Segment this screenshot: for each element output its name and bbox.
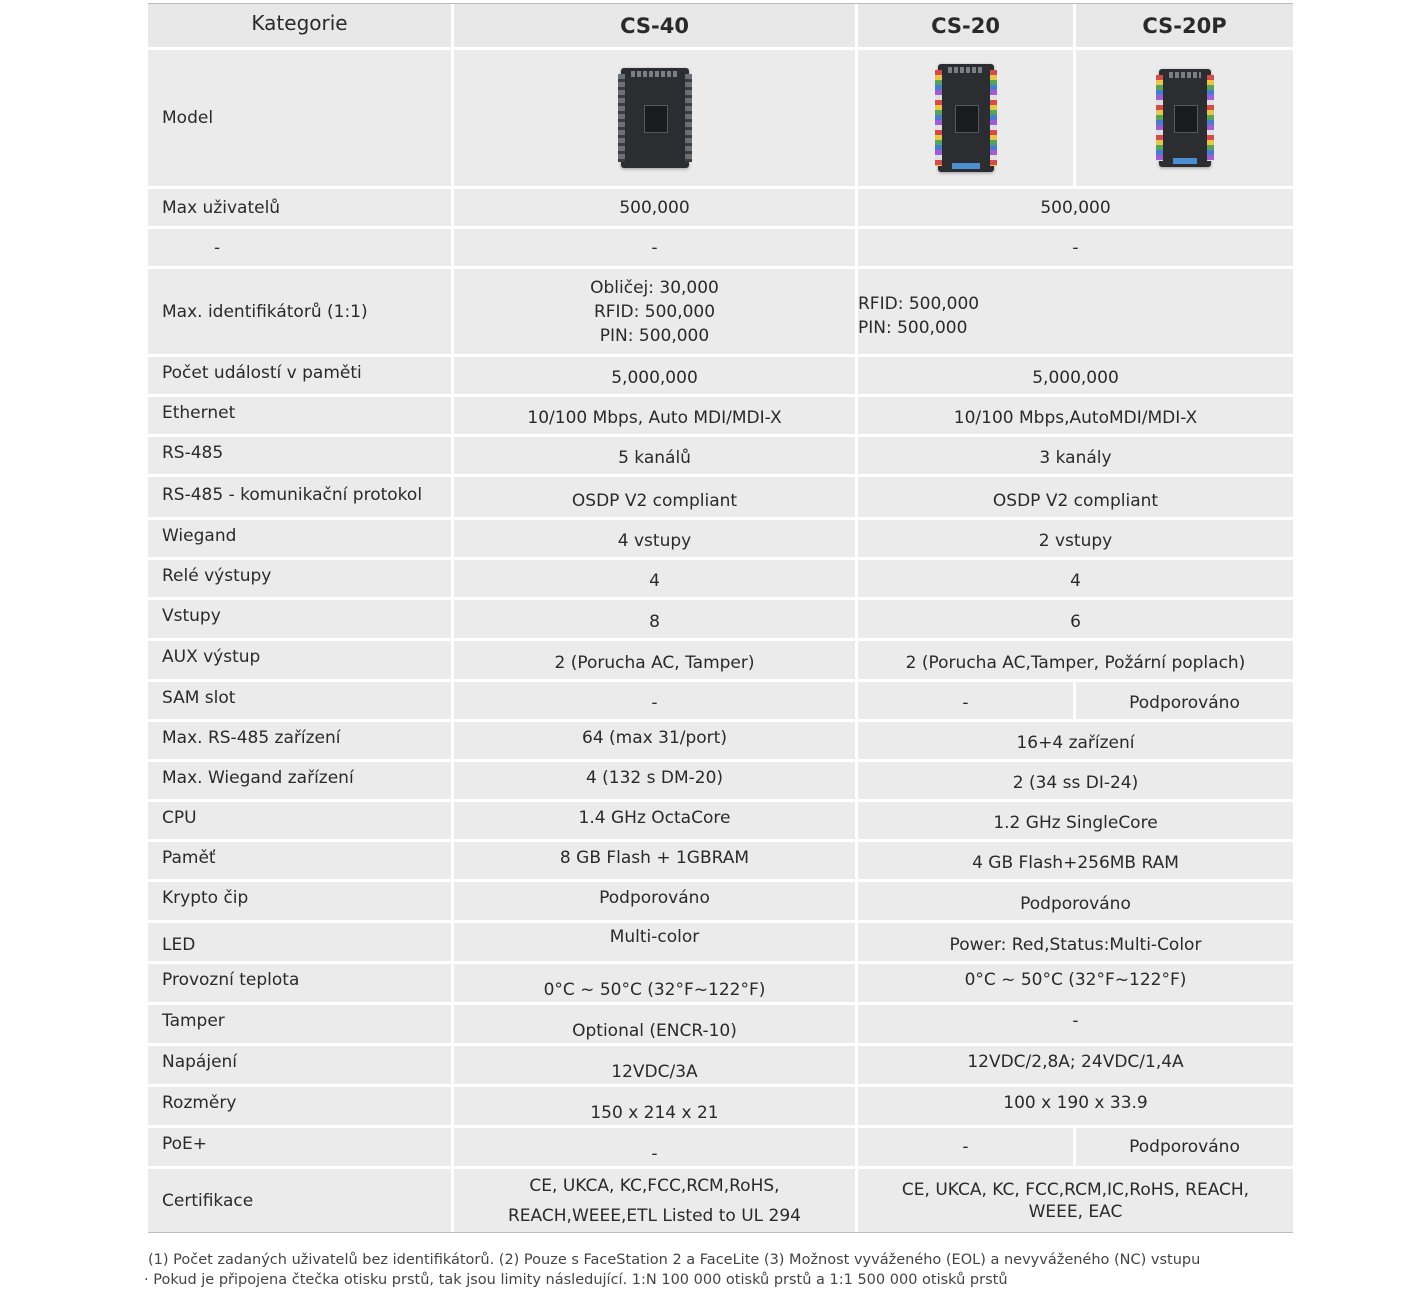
table-row: [148, 682, 1293, 722]
cs40-value: -: [651, 693, 658, 713]
row-label: Max. identifikátorů (1:1): [162, 301, 368, 322]
cs40-value: Multi-color: [609, 927, 700, 947]
table-row: [148, 560, 1293, 600]
cs20-value: 12VDC/2,8A; 24VDC/1,4A: [967, 1052, 1184, 1072]
row-label: CPU: [162, 808, 197, 828]
cs20-value: RFID: 500,000 PIN: 500,000: [858, 293, 980, 338]
row-label: Krypto čip: [162, 888, 249, 908]
table-row: [148, 964, 1293, 1005]
cs40-value: CE, UKCA, KC,FCC,RCM,RoHS, REACH,WEEE,ETL Listed to UL 294: [508, 1175, 801, 1226]
table-row: [148, 842, 1293, 882]
cs20-value: OSDP V2 compliant: [992, 491, 1159, 511]
table-row: [148, 641, 1293, 682]
cs40-value: 0°C ~ 50°C (32°F~122°F): [543, 980, 766, 1000]
cs20p-value: Podporováno: [1129, 693, 1240, 713]
table-row: [148, 357, 1293, 397]
row-label: Rozměry: [162, 1093, 237, 1113]
cs20p-value: Podporováno: [1129, 1137, 1240, 1157]
row-label: RS-485: [162, 443, 224, 463]
row-label: Paměť: [162, 848, 216, 868]
spec-table: [148, 3, 1293, 1233]
row-label: Max uživatelů: [162, 197, 281, 218]
table-row: [148, 437, 1293, 477]
table-row: [148, 1046, 1293, 1087]
cs40-value: Podporováno: [599, 888, 710, 908]
cs20-value: 16+4 zařízení: [1016, 733, 1135, 753]
cs40-value: 4: [649, 571, 660, 591]
row-label: Vstupy: [162, 606, 221, 626]
cs20-value: Podporováno: [1020, 894, 1131, 914]
table-row: [148, 189, 1293, 229]
cs40-value: 12VDC/3A: [611, 1062, 698, 1082]
table-row: [148, 229, 1293, 269]
cs20-value: 2 (34 ss DI-24): [1012, 773, 1139, 793]
row-label: Certifikace: [162, 1190, 254, 1211]
table-row: [148, 1128, 1293, 1169]
cs20-value: -: [1072, 1011, 1079, 1031]
table-row: [148, 269, 1293, 357]
cs20-value: 1.2 GHz SingleCore: [993, 813, 1158, 833]
table-row: [148, 477, 1293, 520]
cs20-value: 100 x 190 x 33.9: [1003, 1093, 1148, 1113]
cs20-value: 2 vstupy: [1038, 531, 1113, 551]
table-row: [148, 923, 1293, 964]
cs40-value: Obličej: 30,000 RFID: 500,000 PIN: 500,000: [590, 277, 719, 346]
row-label: Ethernet: [162, 403, 236, 423]
header-cs20: CS-20: [931, 13, 1000, 38]
row-label: Napájení: [162, 1052, 238, 1072]
cs40-value: OSDP V2 compliant: [571, 491, 738, 511]
table-row: [148, 722, 1293, 762]
table-row: [148, 1169, 1293, 1232]
cs40-value: 64 (max 31/port): [582, 728, 727, 748]
cs20-board-image: [938, 64, 994, 172]
cs20-value: Power: Red,Status:Multi-Color: [949, 935, 1202, 955]
row-label: PoE+: [162, 1134, 208, 1154]
cs40-value: 5 kanálů: [618, 448, 691, 468]
cs20-value: 2 (Porucha AC,Tamper, Požární poplach): [905, 653, 1246, 673]
cs20-value: 4 GB Flash+256MB RAM: [972, 853, 1179, 873]
table-row: [148, 397, 1293, 437]
cs40-value: 4 (132 s DM-20): [585, 768, 724, 788]
cs20-value: -: [962, 1137, 969, 1157]
cs40-value: Optional (ENCR-10): [572, 1021, 737, 1041]
table-row: [148, 520, 1293, 560]
cs40-value: -: [651, 1144, 658, 1164]
row-label: LED: [162, 935, 196, 955]
row-label: Tamper: [162, 1011, 225, 1031]
cs20-value: -: [962, 693, 969, 713]
cs20-value: CE, UKCA, KC, FCC,RCM,IC,RoHS, REACH, WEEE, EAC: [901, 1179, 1250, 1222]
cs20-value: 0°C ~ 50°C (32°F~122°F): [964, 970, 1187, 990]
table-row: [148, 600, 1293, 641]
footnote-line-2: · Pokud je připojena čtečka otisku prstů, tak jsou limity následující. 1:N 100 000 otisků prstů a 1:1 500 000 otisků prstů: [144, 1272, 1008, 1288]
cs40-value: 2 (Porucha AC, Tamper): [554, 653, 755, 673]
cs40-value: 8 GB Flash + 1GBRAM: [559, 848, 750, 868]
table-row: [148, 882, 1293, 923]
row-label: Model: [162, 108, 214, 128]
row-label: RS-485 - komunikační protokol: [162, 485, 423, 505]
row-label: Max. RS-485 zařízení: [162, 728, 341, 748]
table-row: [148, 1087, 1293, 1128]
row-label: Počet událostí v paměti: [162, 363, 362, 383]
row-label: SAM slot: [162, 688, 236, 708]
table-row-model: [148, 50, 1293, 189]
cs40-board-image: [621, 68, 689, 168]
header-category: Kategorie: [251, 10, 348, 35]
cs40-value: 4 vstupy: [617, 531, 692, 551]
cs20p-board-image: [1159, 69, 1211, 167]
cs40-value: 150 x 214 x 21: [590, 1103, 719, 1123]
cs20-value: 4: [1070, 571, 1081, 591]
table-row: [148, 762, 1293, 802]
footnote-line-1: (1) Počet zadaných uživatelů bez identifikátorů. (2) Pouze s FaceStation 2 a FaceLite (3) Možnost vyváženého (EOL) a nevyváženého (NC) vstupu: [148, 1252, 1201, 1268]
row-label: Wiegand: [162, 526, 237, 546]
cs20-value: -: [1072, 237, 1079, 258]
cs20-value: 6: [1070, 612, 1081, 632]
header-cs40: CS-40: [620, 13, 689, 38]
table-row: [148, 1005, 1293, 1046]
cs40-value: 1.4 GHz OctaCore: [578, 808, 731, 828]
cs40-value: 10/100 Mbps, Auto MDI/MDI-X: [527, 408, 782, 428]
header-cs20p: CS-20P: [1142, 13, 1227, 38]
row-label: AUX výstup: [162, 647, 261, 667]
table-row: [148, 802, 1293, 842]
cs40-value: 8: [649, 612, 660, 632]
cs20-value: 3 kanály: [1039, 448, 1112, 468]
cs20-value: 10/100 Mbps,AutoMDI/MDI-X: [953, 408, 1198, 428]
cs40-value: 500,000: [619, 197, 690, 218]
cs40-value: 5,000,000: [611, 368, 698, 388]
row-label: Provozní teplota: [162, 970, 300, 990]
cs40-value: -: [651, 237, 658, 258]
footnotes: [144, 1250, 1201, 1290]
cs20-value: 500,000: [1040, 197, 1111, 218]
row-label: Max. Wiegand zařízení: [162, 768, 354, 788]
row-label: -: [214, 237, 221, 258]
cs20-value: 5,000,000: [1032, 368, 1119, 388]
row-label: Relé výstupy: [162, 566, 272, 586]
table-header: [148, 4, 1293, 50]
